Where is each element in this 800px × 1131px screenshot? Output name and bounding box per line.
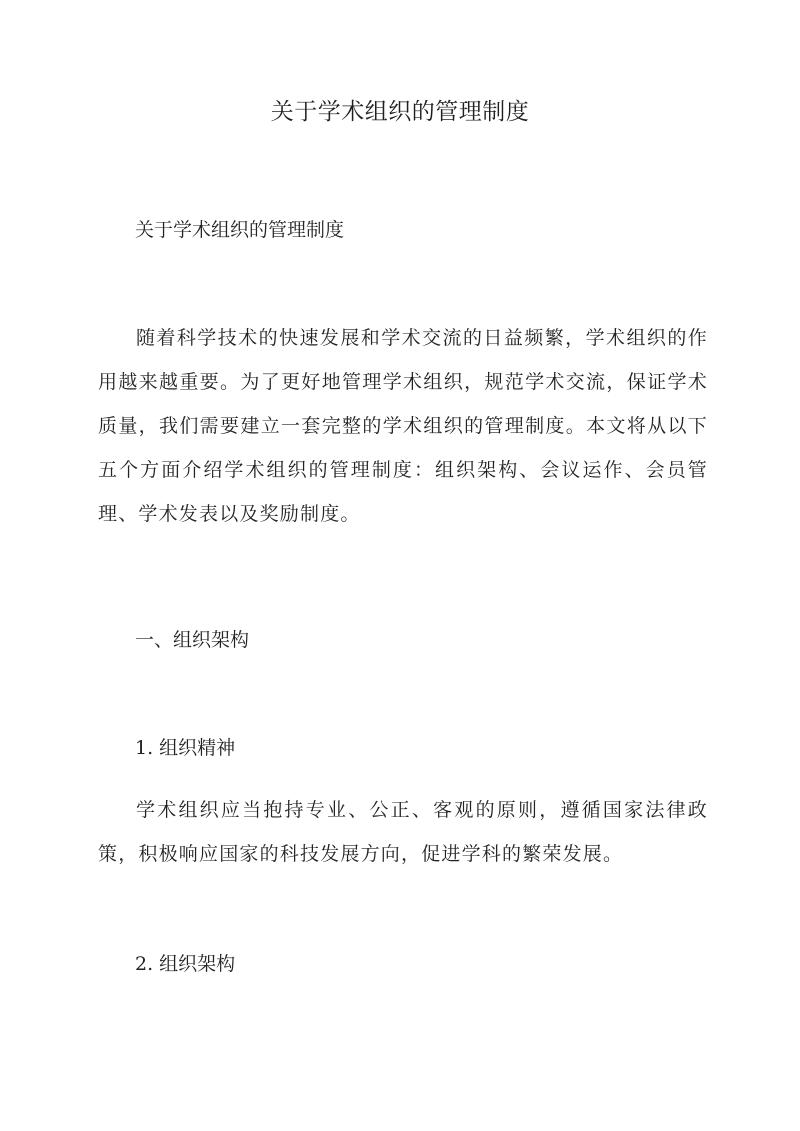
spirit-paragraph: 学术组织应当抱持专业、公正、客观的原则，遵循国家法律政策，积极响应国家的科技发展方向，促进学科的繁荣发展。 xyxy=(98,799,708,865)
intro-paragraph: 随着科学技术的快速发展和学术交流的日益频繁，学术组织的作用越来越重要。为了更好地管理学术组织，规范学术交流，保证学术质量，我们需要建立一套完整的学术组织的管理制度。本文将从以下五个方面介绍学术组织的管理制度：组织架构、会议运作、会员管理、学术发表以及奖励制度。 xyxy=(98,327,708,525)
subsection-heading-structure: 2. 组织架构 xyxy=(135,953,236,975)
section-heading-organization: 一、组织架构 xyxy=(135,629,250,651)
document-subtitle: 关于学术组织的管理制度 xyxy=(135,219,345,241)
subsection-heading-spirit: 1. 组织精神 xyxy=(135,737,236,759)
document-title: 关于学术组织的管理制度 xyxy=(270,99,530,125)
